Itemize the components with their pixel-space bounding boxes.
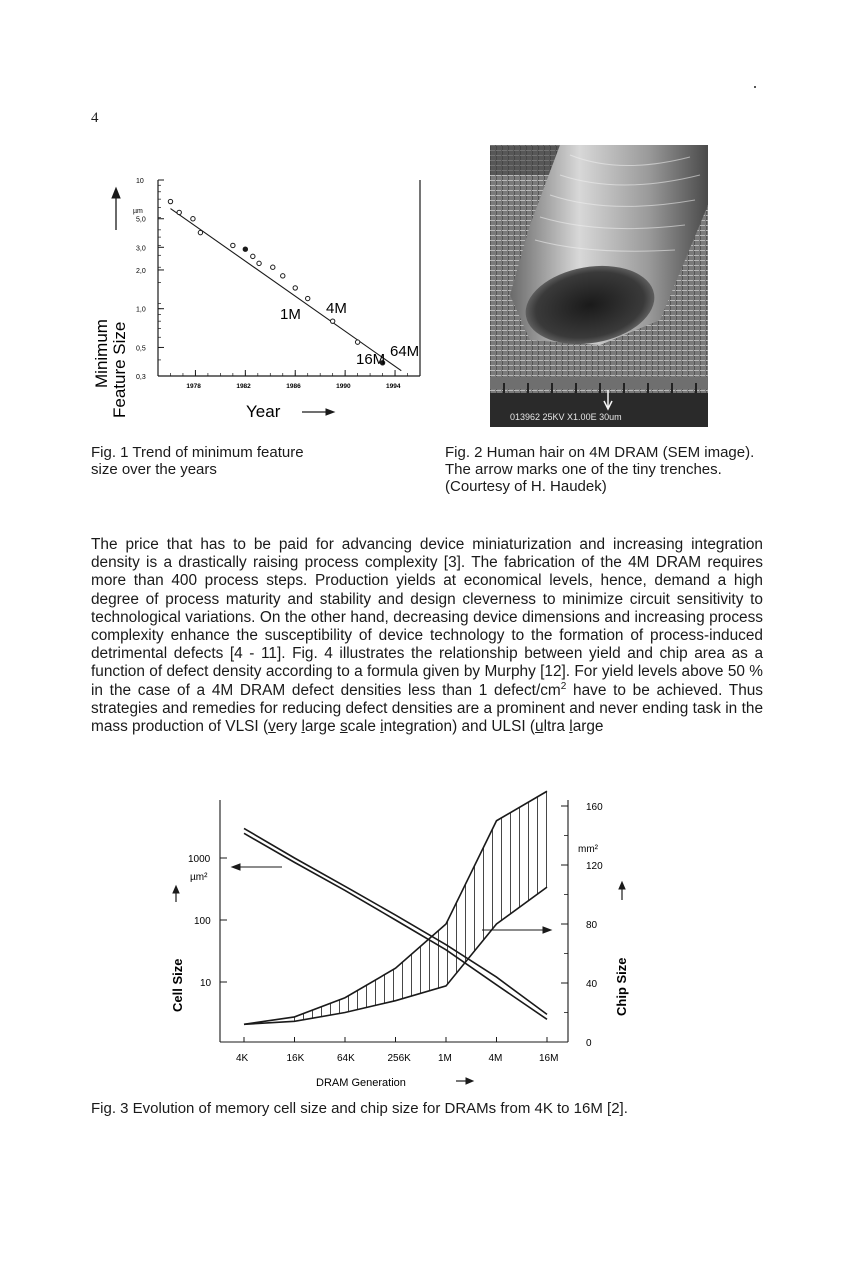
fig1-y-tick-label: 2,0 [136, 267, 146, 275]
fig3-right-tick-label: 0 [586, 1038, 592, 1049]
figure-1-chart [80, 170, 430, 430]
fig1-xlabel-arrow [302, 409, 334, 415]
ulsi-initial-u: u [535, 718, 544, 736]
fig3-right-tick-label: 40 [586, 979, 598, 990]
fig3-left-unit: µm² [190, 872, 208, 883]
fig1-x-tick-label: 1994 [386, 383, 401, 390]
ulsi-rest-l: arge [572, 718, 604, 736]
fig1-x-ticks [170, 370, 407, 390]
fig1-annotation-16M: 16M [356, 351, 386, 368]
figure-1-caption: Fig. 1 Trend of minimum feature size over the years [91, 444, 304, 478]
fig1-x-tick-label: 1982 [236, 383, 251, 390]
ulsi-rest-u: ltra [543, 718, 570, 736]
fig1-annotation-64M: 64M [390, 343, 420, 360]
fig1-data-point [198, 230, 202, 234]
fig3-x-ticks [236, 1037, 558, 1064]
vlsi-initial-l: l [301, 718, 305, 736]
fig3-right-tick-label: 120 [586, 861, 603, 872]
fig3-right-unit: mm² [578, 844, 598, 855]
ulsi-initial-l: l [569, 718, 573, 736]
fig3-x-tick-label: 4M [488, 1053, 503, 1064]
sem-image [490, 145, 708, 427]
vlsi-initial-s: s [339, 718, 348, 736]
fig3-x-tick-label: 256K [387, 1053, 411, 1064]
fig3-right-ticks [561, 802, 603, 1049]
fig1-y-tick-label: 0,5 [136, 345, 146, 353]
fig1-data-point [293, 286, 297, 290]
figure-3-chart [160, 790, 640, 1095]
fig1-y-unit: µm [133, 208, 143, 215]
fig3-right-arrow [619, 882, 625, 900]
fig3-xlabel: DRAM Generation [316, 1077, 406, 1089]
fig1-data-point [243, 247, 247, 251]
fig1-points [168, 199, 401, 370]
body-text-part-1: The price that has to be paid for advancing device miniaturization and increasing integration density is a drastically raising process complexity [3]. The fabrication of the 4M DRAM requires more than 400 process steps. Production yields at economical levels, hence, demand a high degree of process maturity and stability and design cleverness to minimize circuit sensitivity to technological variations. On the other hand, decreasing device dimensions and increasing process complexity enhance the susceptibility of device technology to the formation of process-induced detrimental defects [4 - 11]. Fig. 4 illustrates the relationship between yield and chip area as a function of defect density according to a formula given by Murphy [12]. For yield levels above 50 % in the case of a 4M DRAM defect densities less than 1 defect/cm [91, 536, 763, 699]
fig1-trend-line [170, 209, 401, 371]
fig3-x-tick-label: 16M [539, 1053, 559, 1064]
fig1-x-tick-label: 1990 [336, 383, 351, 390]
stray-dot [754, 86, 756, 88]
fig1-x-tick-label: 1978 [186, 383, 201, 390]
figure-2-caption: Fig. 2 Human hair on 4M DRAM (SEM image). The arrow marks one of the tiny trenches.(Courtesy of H. Haudek) [445, 444, 755, 495]
vlsi-initial-v: v [268, 718, 276, 736]
fig1-annotation-1M: 1M [280, 306, 301, 323]
fig1-ylabel-arrow [112, 188, 120, 230]
vlsi-initial-i: i [380, 718, 384, 736]
fig3-axes [220, 800, 568, 1042]
fig1-data-point [168, 199, 172, 203]
body-paragraph [91, 536, 763, 736]
fig3-x-tick-label: 4K [236, 1053, 249, 1064]
fig3-left-tick-label: 1000 [188, 854, 211, 865]
fig1-data-point [306, 296, 310, 300]
fig3-right-tick-label: 80 [586, 920, 598, 931]
fig1-y-tick-label: 1,0 [136, 306, 146, 314]
fig1-data-point [191, 217, 195, 221]
fig1-data-point [257, 261, 261, 265]
fig1-y-tick-label: 0,3 [136, 374, 146, 381]
fig1-y-tick-label: 3,0 [136, 245, 146, 253]
body-text-part-2: have to be achieved. Thus strategies and remedies for reducing defect densities are a prominent and never ending task in the mass production of VLSI ( [91, 681, 764, 736]
fig1-data-point [231, 243, 235, 247]
fig1-data-point [330, 319, 334, 323]
fig1-data-point [281, 274, 285, 278]
fig3-ylabel-left: Cell Size [170, 958, 185, 1012]
fig3-left-tick-label: 10 [200, 978, 212, 989]
fig1-xlabel: Year [246, 402, 281, 421]
fig3-left-tick-label: 100 [194, 916, 211, 927]
fig3-left-arrow [173, 886, 179, 902]
page-number: 4 [91, 110, 99, 126]
fig1-axes [158, 180, 420, 376]
vlsi-rest-l: arge [304, 718, 340, 736]
fig1-annotation-4M: 4M [326, 300, 347, 317]
fig3-x-tick-label: 16K [286, 1053, 305, 1064]
vlsi-rest-s: cale [347, 718, 381, 736]
fig3-ylabel-right: Chip Size [614, 957, 629, 1016]
fig1-ylabel-line2: Feature Size [110, 321, 129, 418]
fig1-y-tick-label: 10 [136, 178, 144, 185]
fig1-data-point [355, 340, 359, 344]
fig1-ylabel-line1: Minimum [92, 319, 111, 388]
body-text-part-3: ) and ULSI ( [452, 718, 536, 736]
fig1-data-point [177, 210, 181, 214]
sem-scale-bar-text: 013962 25KV X1.00E 30um [510, 412, 622, 422]
vlsi-rest-i: ntegration [383, 718, 453, 736]
fig3-x-tick-label: 64K [337, 1053, 355, 1064]
vlsi-rest-v: ery [275, 718, 302, 736]
fig1-x-tick-label: 1986 [286, 383, 301, 390]
figure-3-caption: Fig. 3 Evolution of memory cell size and chip size for DRAMs from 4K to 16M [2]. [91, 1100, 628, 1117]
fig3-right-tick-label: 160 [586, 802, 603, 813]
fig3-xlabel-arrow [456, 1078, 473, 1084]
fig3-cell-size-pointer [232, 864, 282, 870]
fig3-x-tick-label: 1M [438, 1053, 452, 1064]
fig1-y-tick-label: 5,0 [136, 216, 146, 224]
fig1-data-point [271, 265, 275, 269]
fig1-data-point [251, 254, 255, 258]
body-superscript: 2 [560, 680, 567, 692]
